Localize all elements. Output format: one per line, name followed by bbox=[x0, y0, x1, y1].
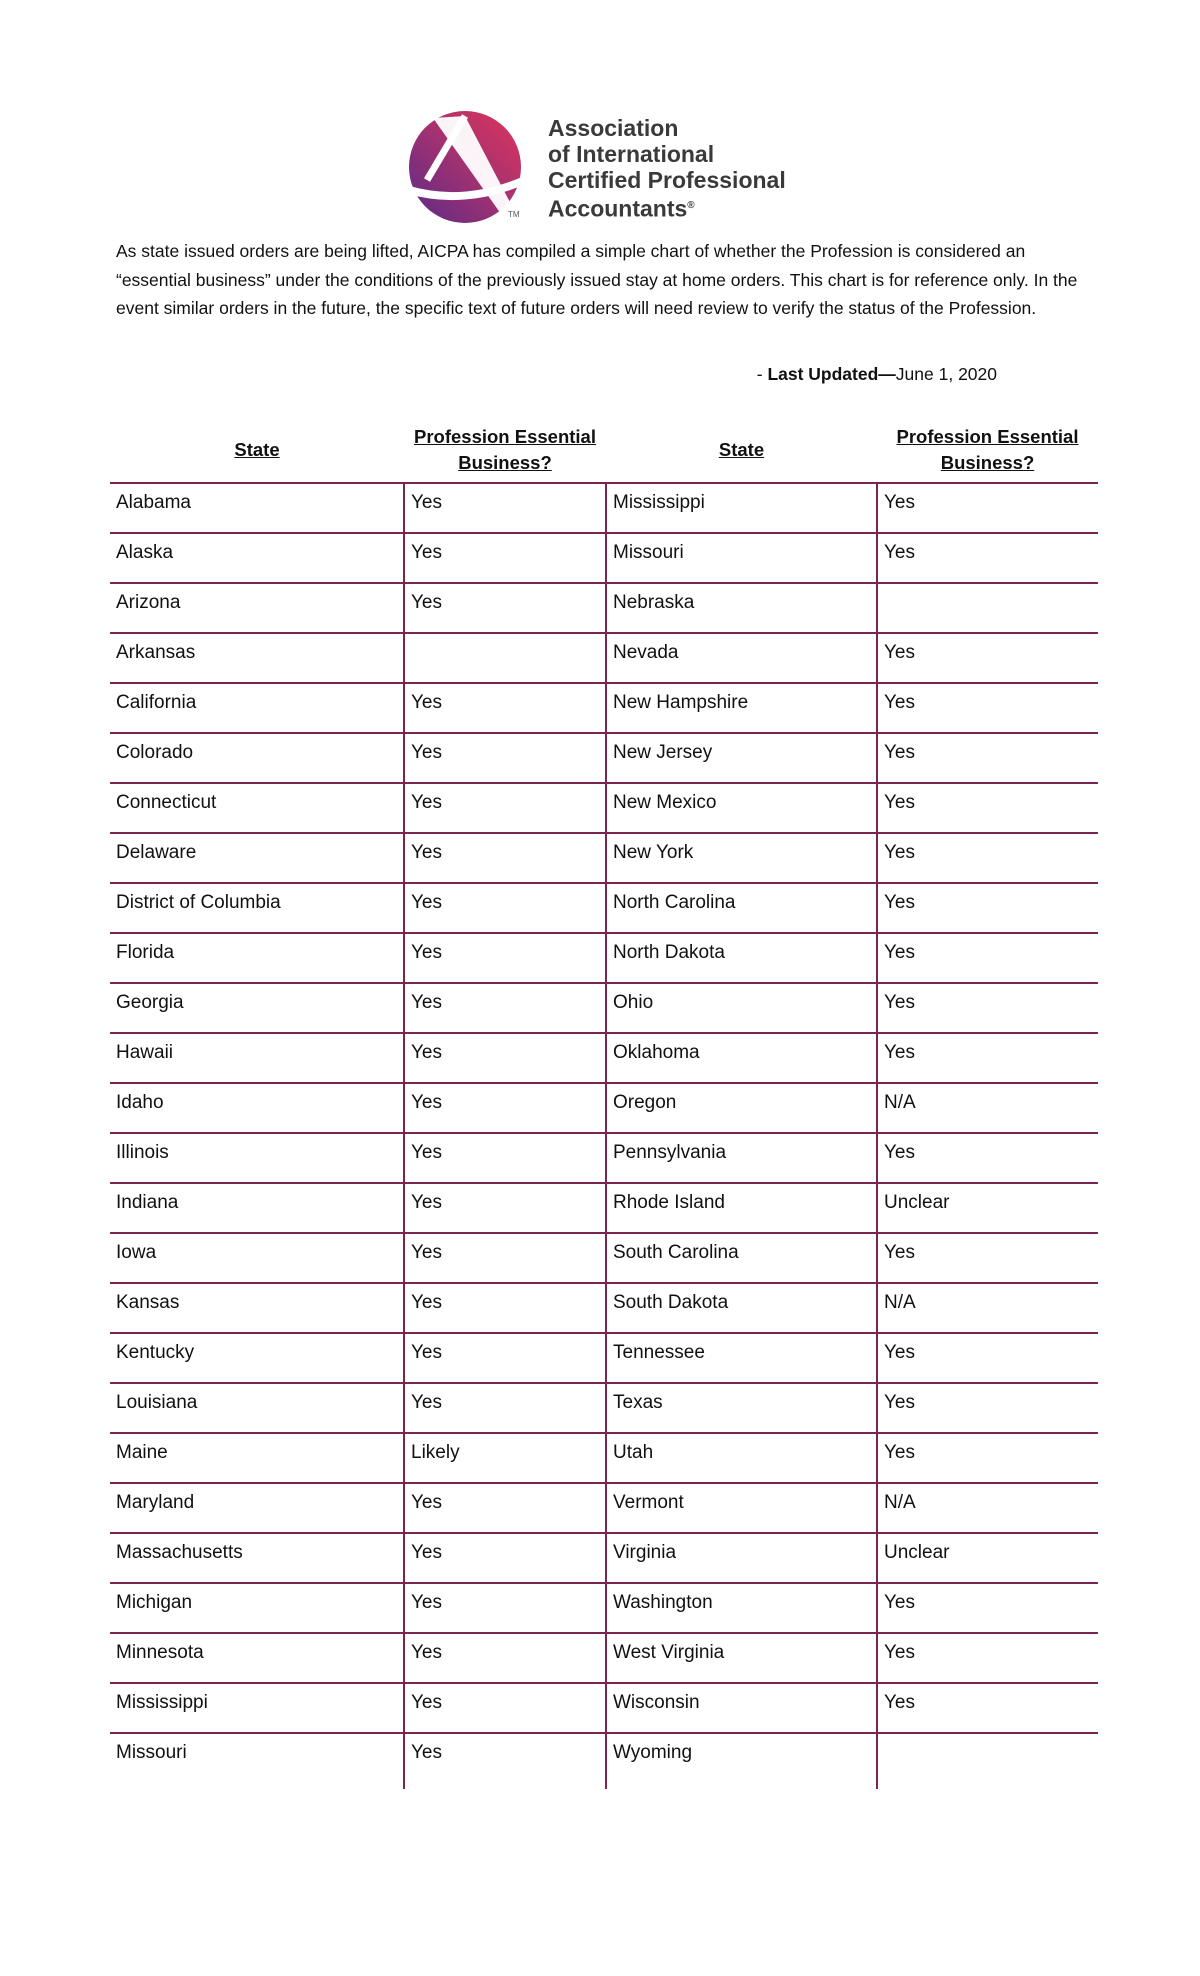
state-cell: Mississippi bbox=[606, 483, 877, 533]
status-cell: Yes bbox=[877, 533, 1098, 583]
state-cell: Vermont bbox=[606, 1483, 877, 1533]
status-cell: Unclear bbox=[877, 1533, 1098, 1583]
status-cell: Yes bbox=[877, 1683, 1098, 1733]
table-row bbox=[110, 1483, 1098, 1533]
state-cell: Wisconsin bbox=[606, 1683, 877, 1733]
last-updated-date: June 1, 2020 bbox=[895, 364, 997, 384]
status-cell: Yes bbox=[404, 1383, 606, 1433]
status-cell: Yes bbox=[877, 1633, 1098, 1683]
status-cell bbox=[877, 1733, 1098, 1789]
state-cell: Massachusetts bbox=[110, 1533, 404, 1583]
state-cell: Missouri bbox=[116, 1742, 187, 1763]
table-row bbox=[110, 1433, 1098, 1483]
state-cell: District of Columbia bbox=[110, 883, 404, 933]
trademark-mark: TM bbox=[508, 210, 520, 219]
state-cell: Oregon bbox=[606, 1083, 877, 1133]
state-cell: Michigan bbox=[110, 1583, 404, 1633]
state-cell: Alabama bbox=[110, 483, 404, 533]
state-cell: Kansas bbox=[110, 1283, 404, 1333]
registered-mark: ® bbox=[687, 200, 695, 211]
org-name-line: of International bbox=[548, 141, 715, 167]
table-row bbox=[110, 1683, 1098, 1733]
states-table bbox=[110, 417, 1098, 1789]
state-cell: Kentucky bbox=[110, 1333, 404, 1383]
status-cell: Yes bbox=[404, 1483, 606, 1533]
status-cell: Yes bbox=[877, 833, 1098, 883]
state-cell: Maine bbox=[110, 1433, 404, 1483]
state-cell: Georgia bbox=[110, 983, 404, 1033]
table-row bbox=[110, 933, 1098, 983]
table-row bbox=[110, 1083, 1098, 1133]
state-cell: Wyoming bbox=[606, 1733, 877, 1789]
state-cell: Washington bbox=[606, 1583, 877, 1633]
status-cell: Yes bbox=[404, 1233, 606, 1283]
status-cell bbox=[404, 633, 606, 683]
state-cell: Maryland bbox=[110, 1483, 404, 1533]
status-cell: Yes bbox=[877, 933, 1098, 983]
table-row bbox=[110, 1633, 1098, 1683]
status-cell: Yes bbox=[877, 683, 1098, 733]
status-cell: Yes bbox=[877, 783, 1098, 833]
table-body bbox=[110, 483, 1098, 1789]
status-cell bbox=[877, 583, 1098, 633]
state-cell: Missouri bbox=[606, 533, 877, 583]
last-updated-label: Last Updated bbox=[767, 364, 879, 384]
status-cell: Yes bbox=[404, 733, 606, 783]
status-cell: Yes bbox=[404, 1133, 606, 1183]
status-cell: Yes bbox=[404, 1333, 606, 1383]
state-cell: New Mexico bbox=[606, 783, 877, 833]
status-cell: Yes bbox=[404, 1533, 606, 1583]
status-cell: Yes bbox=[877, 1133, 1098, 1183]
state-cell: Florida bbox=[110, 933, 404, 983]
table-row bbox=[110, 1033, 1098, 1083]
status-cell: Yes bbox=[404, 1083, 606, 1133]
state-cell: Pennsylvania bbox=[606, 1133, 877, 1183]
status-cell: Yes bbox=[404, 583, 606, 633]
status-cell: Unclear bbox=[877, 1183, 1098, 1233]
table-row bbox=[110, 783, 1098, 833]
state-cell: New Jersey bbox=[606, 733, 877, 783]
status-cell: Yes bbox=[877, 983, 1098, 1033]
state-cell: Hawaii bbox=[110, 1033, 404, 1083]
state-cell: Idaho bbox=[110, 1083, 404, 1133]
table-row bbox=[110, 483, 1098, 533]
status-cell: Yes bbox=[877, 1583, 1098, 1633]
state-cell: Utah bbox=[606, 1433, 877, 1483]
status-cell: Yes bbox=[877, 1033, 1098, 1083]
status-cell: Yes bbox=[404, 933, 606, 983]
state-cell: Colorado bbox=[110, 733, 404, 783]
status-cell: Likely bbox=[404, 1433, 606, 1483]
org-name-line: Certified Professional bbox=[548, 167, 786, 193]
column-header-essential: Profession Essential Business? bbox=[877, 417, 1098, 483]
state-cell: Illinois bbox=[110, 1133, 404, 1183]
status-cell: Yes bbox=[404, 1033, 606, 1083]
table-row bbox=[110, 1283, 1098, 1333]
org-name-line: Association bbox=[548, 115, 679, 141]
state-cell: Tennessee bbox=[606, 1333, 877, 1383]
table-row bbox=[110, 1533, 1098, 1583]
table-row bbox=[110, 1333, 1098, 1383]
state-cell: Arkansas bbox=[110, 633, 404, 683]
state-cell: West Virginia bbox=[606, 1633, 877, 1683]
table-row bbox=[110, 683, 1098, 733]
state-cell: Arizona bbox=[110, 583, 404, 633]
state-cell: Indiana bbox=[110, 1183, 404, 1233]
status-cell: N/A bbox=[877, 1083, 1098, 1133]
column-header-state: State bbox=[110, 417, 404, 483]
status-cell: Yes bbox=[404, 783, 606, 833]
state-cell: Alaska bbox=[110, 533, 404, 583]
org-name-last-line: Accountants bbox=[548, 195, 688, 222]
table-row bbox=[110, 533, 1098, 583]
status-cell: Yes bbox=[404, 1633, 606, 1683]
table-row bbox=[110, 633, 1098, 683]
table-row bbox=[110, 833, 1098, 883]
table-row bbox=[110, 1383, 1098, 1433]
aicpa-logo bbox=[405, 110, 825, 225]
table-row bbox=[110, 1183, 1098, 1233]
status-cell: Yes bbox=[404, 483, 606, 533]
column-header-state: State bbox=[606, 417, 877, 483]
status-cell: Yes bbox=[877, 483, 1098, 533]
table-row bbox=[110, 733, 1098, 783]
state-cell: Louisiana bbox=[110, 1383, 404, 1433]
state-cell: Ohio bbox=[606, 983, 877, 1033]
status-cell: Yes bbox=[877, 1383, 1098, 1433]
table-header-row bbox=[110, 417, 1098, 483]
state-cell: Rhode Island bbox=[606, 1183, 877, 1233]
status-cell: Yes bbox=[404, 683, 606, 733]
status-cell: Yes bbox=[404, 983, 606, 1033]
intro-paragraph: As state issued orders are being lifted, AICPA has compiled a simple chart of whether the Profession is considered an “essential business” under the conditions of the previously issued stay at home orders. This chart is for reference only. In the event similar orders in the future, the specific text of future orders will need review to verify the status of the Profession. bbox=[116, 241, 1078, 318]
status-cell: Yes bbox=[404, 1583, 606, 1633]
state-cell: South Dakota bbox=[606, 1283, 877, 1333]
status-cell: Yes bbox=[404, 1283, 606, 1333]
status-cell: Yes bbox=[877, 1333, 1098, 1383]
last-updated-dash: — bbox=[878, 364, 896, 384]
last-updated-prefix: - bbox=[756, 364, 768, 384]
state-cell: New Hampshire bbox=[606, 683, 877, 733]
table-row bbox=[110, 983, 1098, 1033]
state-cell: North Dakota bbox=[606, 933, 877, 983]
state-cell: North Carolina bbox=[606, 883, 877, 933]
status-cell: Yes bbox=[404, 533, 606, 583]
status-cell: Yes bbox=[877, 1233, 1098, 1283]
status-cell: Yes bbox=[877, 733, 1098, 783]
state-cell: Mississippi bbox=[110, 1683, 404, 1733]
state-cell: Oklahoma bbox=[606, 1033, 877, 1083]
state-cell: Nebraska bbox=[606, 583, 877, 633]
column-header-essential: Profession Essential Business? bbox=[404, 417, 606, 483]
status-cell: Yes bbox=[404, 1183, 606, 1233]
table-row bbox=[110, 1583, 1098, 1633]
state-cell: Iowa bbox=[110, 1233, 404, 1283]
state-cell: Connecticut bbox=[110, 783, 404, 833]
status-cell: N/A bbox=[877, 1283, 1098, 1333]
status-cell: Yes bbox=[877, 883, 1098, 933]
state-cell: Nevada bbox=[606, 633, 877, 683]
status-cell: Yes bbox=[404, 883, 606, 933]
status-cell: Yes bbox=[404, 833, 606, 883]
org-name-line bbox=[548, 193, 786, 222]
aicpa-logo-icon bbox=[405, 110, 530, 225]
table-row bbox=[110, 583, 1098, 633]
org-name bbox=[548, 115, 786, 222]
status-cell: Yes bbox=[404, 1683, 606, 1733]
state-cell: Texas bbox=[606, 1383, 877, 1433]
last-updated bbox=[0, 364, 997, 385]
status-cell: N/A bbox=[877, 1483, 1098, 1533]
status-cell: Yes bbox=[877, 633, 1098, 683]
state-cell: New York bbox=[606, 833, 877, 883]
table-row bbox=[110, 883, 1098, 933]
table-row bbox=[110, 1233, 1098, 1283]
state-cell: South Carolina bbox=[606, 1233, 877, 1283]
state-cell: California bbox=[110, 683, 404, 733]
table-row bbox=[110, 1133, 1098, 1183]
status-cell: Yes bbox=[877, 1433, 1098, 1483]
status-cell: Yes bbox=[404, 1733, 606, 1789]
state-cell: Virginia bbox=[606, 1533, 877, 1583]
state-cell: Minnesota bbox=[110, 1633, 404, 1683]
state-cell: Delaware bbox=[110, 833, 404, 883]
table-row bbox=[110, 1733, 1098, 1789]
